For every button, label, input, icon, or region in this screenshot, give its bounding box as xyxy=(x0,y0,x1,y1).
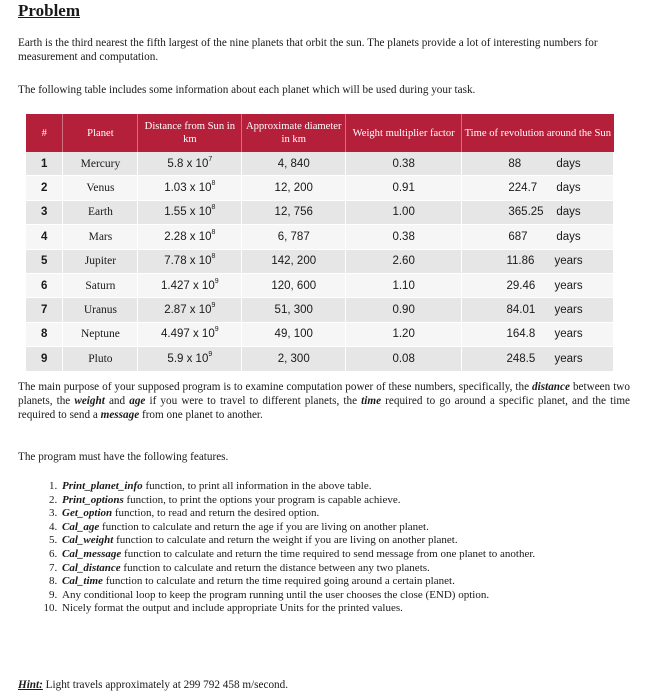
purpose-keyword-distance: distance xyxy=(532,381,570,393)
distance-exponent: 9 xyxy=(214,277,219,285)
revolution-value: 248.5 xyxy=(506,352,536,365)
distance-cell xyxy=(138,200,242,224)
distance-exponent: 9 xyxy=(214,326,219,334)
distance-exponent: 8 xyxy=(211,180,216,188)
intro-paragraph: Earth is the third nearest the fifth largest of the nine planets that orbit the sun. The planets provide a lot of interesting numbers for measurement and computation. xyxy=(18,37,598,63)
purpose-text-1: The main purpose of your supposed program is to examine computation power of these numbers, specifically, the xyxy=(18,381,533,393)
feature-item xyxy=(60,521,645,535)
revolution-cell xyxy=(462,347,614,371)
table-row xyxy=(26,152,614,176)
distance-cell xyxy=(138,273,242,297)
purpose-text-3: and xyxy=(104,395,130,407)
purpose-text-5: required to go around a specific planet, and the time required to send a xyxy=(18,395,630,421)
revolution-cell xyxy=(462,249,614,273)
planet-name: Mars xyxy=(63,225,138,249)
feature-name: Cal_distance xyxy=(62,561,121,574)
revolution-unit: years xyxy=(554,328,583,341)
table-row xyxy=(26,322,614,346)
feature-item xyxy=(60,534,645,548)
table-row xyxy=(26,200,614,224)
distance-mantissa: 2.87 x 10 xyxy=(164,304,212,317)
distance-exponent: 7 xyxy=(208,155,213,163)
distance-mantissa: 1.55 x 10 xyxy=(164,206,212,219)
revolution-value: 29.46 xyxy=(506,279,536,292)
distance-exponent: 8 xyxy=(211,228,216,236)
hint-text: Light travels approximately at 299 792 458 m/second. xyxy=(42,679,289,691)
feature-item xyxy=(60,507,645,521)
weight-cell: 0.08 xyxy=(346,347,462,371)
row-number: 8 xyxy=(26,322,63,346)
header-weight: Weight multiplier factor xyxy=(346,114,462,152)
purpose-keyword-message: message xyxy=(100,409,140,421)
planet-name: Uranus xyxy=(63,298,138,322)
revolution-unit: days xyxy=(556,157,581,170)
table-row xyxy=(26,347,614,371)
planet-name: Saturn xyxy=(63,273,138,297)
distance-mantissa: 1.427 x 10 xyxy=(161,279,215,292)
feature-desc: Nicely format the output and include appropriate Units for the printed values. xyxy=(62,602,403,615)
feature-name: Print_options xyxy=(62,493,124,506)
weight-cell: 1.10 xyxy=(346,273,462,297)
feature-item xyxy=(60,589,645,603)
table-row xyxy=(26,225,614,249)
planet-name: Mercury xyxy=(63,152,138,176)
feature-name: Get_option xyxy=(62,507,113,520)
revolution-unit: years xyxy=(554,352,583,365)
distance-exponent: 8 xyxy=(211,204,216,212)
hint-label: Hint: xyxy=(18,679,43,691)
page-title: Problem xyxy=(18,1,81,20)
feature-name: Cal_message xyxy=(62,547,122,560)
revolution-cell xyxy=(462,298,614,322)
feature-desc: function to calculate and return the distance between any two planets. xyxy=(120,561,430,574)
diameter-cell: 142, 200 xyxy=(242,249,346,273)
distance-mantissa: 5.9 x 10 xyxy=(167,352,209,365)
purpose-text-2: between two planets, the xyxy=(18,381,630,407)
feature-desc: function to calculate and return the time required going around a certain planet. xyxy=(102,575,455,588)
distance-cell xyxy=(138,347,242,371)
header-number: # xyxy=(26,114,63,152)
revolution-unit: days xyxy=(556,230,581,243)
revolution-unit: years xyxy=(554,279,583,292)
distance-mantissa: 7.78 x 10 xyxy=(164,255,212,268)
feature-item xyxy=(60,548,645,562)
diameter-cell: 6, 787 xyxy=(242,225,346,249)
row-number: 1 xyxy=(26,152,63,176)
feature-desc: function, to print all information in the above table. xyxy=(142,480,372,492)
revolution-value: 88 xyxy=(508,157,522,170)
revolution-cell xyxy=(462,225,614,249)
weight-cell: 1.00 xyxy=(346,200,462,224)
distance-exponent: 9 xyxy=(208,350,213,358)
planet-table xyxy=(26,114,614,372)
table-intro-paragraph: The following table includes some information about each planet which will be used during your task. xyxy=(18,84,476,96)
weight-cell: 0.91 xyxy=(346,176,462,200)
purpose-text-6: from one planet to another. xyxy=(139,409,263,421)
weight-cell: 0.90 xyxy=(346,298,462,322)
purpose-keyword-age: age xyxy=(129,395,146,407)
feature-name: Cal_age xyxy=(62,520,100,533)
row-number: 7 xyxy=(26,298,63,322)
features-intro: The program must have the following features. xyxy=(18,451,229,463)
diameter-cell: 12, 756 xyxy=(242,200,346,224)
header-distance: Distance from Sun in km xyxy=(138,114,242,152)
purpose-keyword-weight: weight xyxy=(74,395,105,407)
feature-desc: function to calculate and return the weight if you are living on another planet. xyxy=(113,534,458,547)
revolution-value: 365.25 xyxy=(508,206,544,219)
revolution-unit: years xyxy=(554,255,583,268)
planet-name: Pluto xyxy=(63,347,138,371)
feature-desc: function, to read and return the desired option. xyxy=(112,507,320,520)
feature-item xyxy=(60,480,645,494)
distance-exponent: 8 xyxy=(211,253,216,261)
feature-item xyxy=(60,602,645,616)
diameter-cell: 2, 300 xyxy=(242,347,346,371)
distance-cell xyxy=(138,298,242,322)
distance-exponent: 9 xyxy=(211,302,216,310)
feature-desc: function to calculate and return the age if you are living on another planet. xyxy=(99,520,429,533)
revolution-value: 11.86 xyxy=(506,255,535,268)
distance-cell xyxy=(138,249,242,273)
feature-desc: Any conditional loop to keep the program running until the user chooses the close (END) option. xyxy=(62,588,490,601)
distance-mantissa: 5.8 x 10 xyxy=(167,157,209,170)
revolution-unit: days xyxy=(556,206,581,219)
revolution-unit: days xyxy=(556,182,581,195)
diameter-cell: 4, 840 xyxy=(242,152,346,176)
feature-item xyxy=(60,494,645,508)
revolution-value: 164.8 xyxy=(506,328,536,341)
distance-cell xyxy=(138,225,242,249)
feature-name: Print_planet_info xyxy=(62,480,143,492)
diameter-cell: 49, 100 xyxy=(242,322,346,346)
feature-name: Cal_weight xyxy=(62,534,114,547)
distance-cell xyxy=(138,322,242,346)
feature-name: Cal_time xyxy=(62,575,103,588)
row-number: 2 xyxy=(26,176,63,200)
planet-name: Venus xyxy=(63,176,138,200)
diameter-cell: 51, 300 xyxy=(242,298,346,322)
purpose-keyword-time: time xyxy=(361,395,382,407)
header-diameter: Approximate diameter in km xyxy=(242,114,346,152)
revolution-value: 224.7 xyxy=(508,182,538,195)
revolution-unit: years xyxy=(554,304,583,317)
revolution-cell xyxy=(462,200,614,224)
diameter-cell: 120, 600 xyxy=(242,273,346,297)
header-revolution: Time of revolution around the Sun xyxy=(462,114,614,152)
weight-cell: 0.38 xyxy=(346,225,462,249)
hint-line xyxy=(18,679,288,691)
distance-mantissa: 4.497 x 10 xyxy=(161,328,215,341)
table-row xyxy=(26,298,614,322)
table-row xyxy=(26,273,614,297)
distance-mantissa: 1.03 x 10 xyxy=(164,182,212,195)
revolution-value: 84.01 xyxy=(506,304,536,317)
row-number: 9 xyxy=(26,347,63,371)
feature-item xyxy=(60,575,645,589)
planet-name: Neptune xyxy=(63,322,138,346)
revolution-cell xyxy=(462,322,614,346)
distance-mantissa: 2.28 x 10 xyxy=(164,230,212,243)
planet-name: Earth xyxy=(63,200,138,224)
weight-cell: 1.20 xyxy=(346,322,462,346)
purpose-paragraph xyxy=(18,380,630,422)
revolution-cell xyxy=(462,273,614,297)
weight-cell: 0.38 xyxy=(346,152,462,176)
feature-desc: function, to print the options your program is capable achieve. xyxy=(123,493,401,506)
revolution-cell xyxy=(462,176,614,200)
distance-cell xyxy=(138,176,242,200)
row-number: 3 xyxy=(26,200,63,224)
feature-desc: function to calculate and return the time required to send message from one planet to another. xyxy=(121,547,536,560)
feature-list xyxy=(40,480,645,616)
diameter-cell: 12, 200 xyxy=(242,176,346,200)
weight-cell: 2.60 xyxy=(346,249,462,273)
purpose-text-4: if you were to travel to different planets, the xyxy=(145,395,362,407)
revolution-cell xyxy=(462,152,614,176)
table-row xyxy=(26,176,614,200)
distance-cell xyxy=(138,152,242,176)
table-header-row xyxy=(26,114,614,152)
table-row xyxy=(26,249,614,273)
revolution-value: 687 xyxy=(508,230,528,243)
planet-name: Jupiter xyxy=(63,249,138,273)
row-number: 4 xyxy=(26,225,63,249)
row-number: 6 xyxy=(26,273,63,297)
header-planet: Planet xyxy=(63,114,138,152)
feature-item xyxy=(60,562,645,576)
row-number: 5 xyxy=(26,249,63,273)
